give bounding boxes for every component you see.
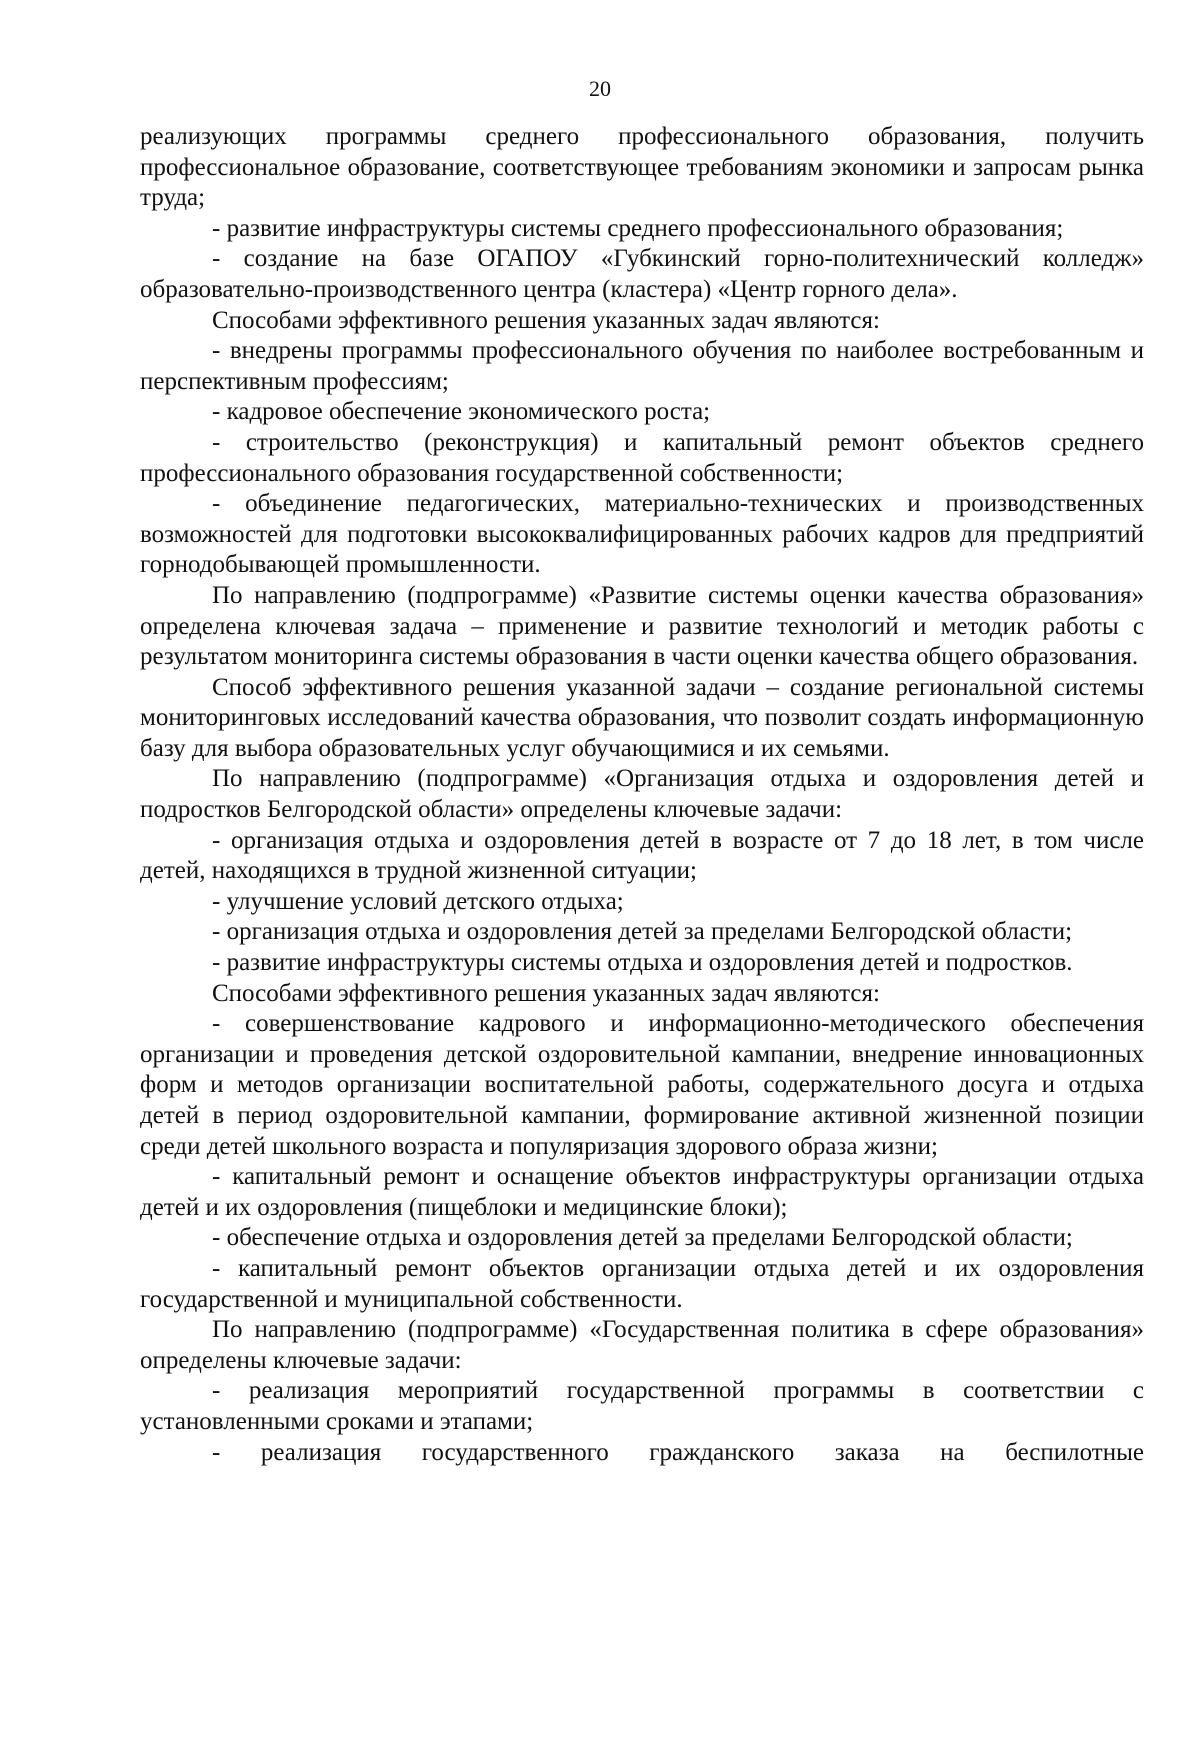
paragraph: По направлению (подпрограмме) «Организация отдыха и оздоровления детей и подростков Белгородской области» определены ключевые задачи: <box>140 765 1144 824</box>
paragraph: - капитальный ремонт объектов организации отдыха детей и их оздоровления государственной и муниципальной собственности. <box>140 1254 1144 1313</box>
paragraph: реализующих программы среднего профессионального образования, получить профессиональное образование, соответствующее требованиям экономики и запросам рынка труда; <box>140 123 1144 212</box>
page-number: 20 <box>589 76 611 101</box>
paragraph: По направлению (подпрограмме) «Развитие системы оценки качества образования» определена ключевая задача – применение и развитие технологий и методик работы с результатом мониторинга системы образования в части оценки качества общего образования. <box>140 581 1144 671</box>
paragraph: - внедрены программы профессионального обучения по наиболее востребованным и перспективным профессиям; <box>140 337 1144 395</box>
paragraph: - реализация государственного гражданского заказа на беспилотные <box>212 1438 1144 1466</box>
body-text <box>140 122 1144 1468</box>
paragraph: Способ эффективного решения указанной задачи – создание региональной системы мониторинговых исследований качества образования, что позволит создать информационную базу для выбора образовательных услуг обучающимися и их семьями. <box>140 673 1144 762</box>
paragraph: - кадровое обеспечение экономического роста; <box>212 398 711 426</box>
paragraph: Способами эффективного решения указанных задач являются: <box>212 306 880 334</box>
paragraph: - объединение педагогических, материально-технических и производственных возможностей для подготовки высококвалифицированных рабочих кадров для предприятий горнодобывающей промышленности. <box>140 490 1144 579</box>
paragraph: - развитие инфраструктуры системы отдыха и оздоровления детей и подростков. <box>212 949 1073 977</box>
paragraph: - создание на базе ОГАПОУ «Губкинский горно-политехнический колледж» образовательно-производственного центра (кластера) «Центр горного дела». <box>140 245 1144 303</box>
paragraph: - совершенствование кадрового и информационно-методического обеспечения организации и проведения детской оздоровительной кампании, внедрение инновационных форм и методов организации воспитательной работы, содержательного досуга и отдыха детей в период оздоровительной кампании, формирование активной жизненной позиции среди детей школьного возраста и популяризация здорового образа жизни; <box>140 1010 1144 1160</box>
paragraph: - реализация мероприятий государственной программы в соответствии с установленными сроками и этапами; <box>140 1377 1144 1435</box>
paragraph: - обеспечение отдыха и оздоровления детей за пределами Белгородской области; <box>212 1224 1073 1252</box>
paragraph: - организация отдыха и оздоровления детей за пределами Белгородской области; <box>212 918 1073 946</box>
paragraph: Способами эффективного решения указанных задач являются: <box>212 979 880 1007</box>
paragraph: - улучшение условий детского отдыха; <box>212 887 624 915</box>
paragraph: По направлению (подпрограмме) «Государственная политика в сфере образования» определены ключевые задачи: <box>140 1316 1144 1374</box>
paragraph: - капитальный ремонт и оснащение объектов инфраструктуры организации отдыха детей и их оздоровления (пищеблоки и медицинские блоки); <box>140 1163 1144 1221</box>
paragraph: - развитие инфраструктуры системы среднего профессионального образования; <box>212 214 1064 242</box>
paragraph: - организация отдыха и оздоровления детей в возрасте от 7 до 18 лет, в том числе детей, находящихся в трудной жизненной ситуации; <box>140 826 1144 885</box>
paragraph: - строительство (реконструкция) и капитальный ремонт объектов среднего профессионального образования государственной собственности; <box>140 428 1144 487</box>
